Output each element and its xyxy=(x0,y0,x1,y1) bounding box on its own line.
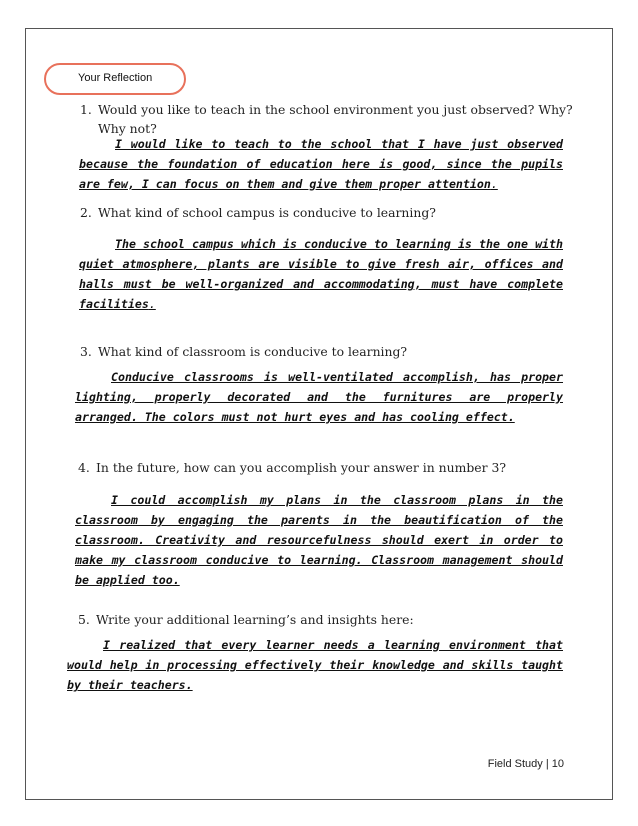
answer-3 xyxy=(75,367,563,427)
question-3-number: 3. xyxy=(80,344,92,359)
answer-1-trail: . xyxy=(490,177,498,191)
answer-3-text: Conducive classrooms is well-ventilated accomplish, has proper lighting, properly decorated and the furnitures are properly arranged. The colors must not hurt eyes and has cooling effect. xyxy=(75,370,563,424)
question-3-text: What kind of classroom is conducive to learning? xyxy=(98,344,408,359)
question-4-text: In the future, how can you accomplish your answer in number 3? xyxy=(96,460,506,475)
reflection-badge xyxy=(44,63,186,95)
answer-5-text: I realized that every learner needs a learning environment that would help in processing effectively their knowledge and skills taught by their teachers. xyxy=(67,638,563,692)
question-1-text: Would you like to teach in the school environment you just observed? Why? xyxy=(98,102,573,117)
answer-4-text: I could accomplish my plans in the classroom plans in the classroom by engaging the parents in the beautification of the classroom. Creativity and resourcefulness should exert in order to make my classroom conducive to learning. Classroom management should be applied too. xyxy=(75,493,563,587)
question-3 xyxy=(80,342,580,361)
question-4-number: 4. xyxy=(78,460,90,475)
answer-1 xyxy=(79,134,563,194)
question-5-number: 5. xyxy=(78,612,90,627)
reflection-badge-label: Your Reflection xyxy=(78,72,153,84)
answer-5 xyxy=(67,635,563,695)
answer-2-trail: . xyxy=(148,297,156,311)
answer-2-text: The school campus which is conducive to learning is the one with quiet atmosphere, plants are visible to give fresh air, offices and halls must be well-organized and accommodating, must have complete facilities xyxy=(79,237,563,311)
answer-4 xyxy=(75,490,563,590)
question-1-number: 1. xyxy=(80,102,92,117)
question-1-text-cont: Why not? xyxy=(98,121,157,136)
question-1 xyxy=(80,100,580,138)
page-footer: Field Study | 10 xyxy=(487,758,564,770)
question-2-text: What kind of school campus is conducive to learning? xyxy=(98,205,436,220)
answer-2 xyxy=(79,234,563,314)
question-2-number: 2. xyxy=(80,205,92,220)
answer-1-text: I would like to teach to the school that I have just observed because the foundation of education here is good, since the pupils are few, I can focus on them and give them proper attention xyxy=(79,137,563,191)
question-4 xyxy=(78,458,578,477)
question-5-text: Write your additional learning’s and insights here: xyxy=(96,612,414,627)
question-2 xyxy=(80,203,580,222)
question-5 xyxy=(78,610,578,629)
